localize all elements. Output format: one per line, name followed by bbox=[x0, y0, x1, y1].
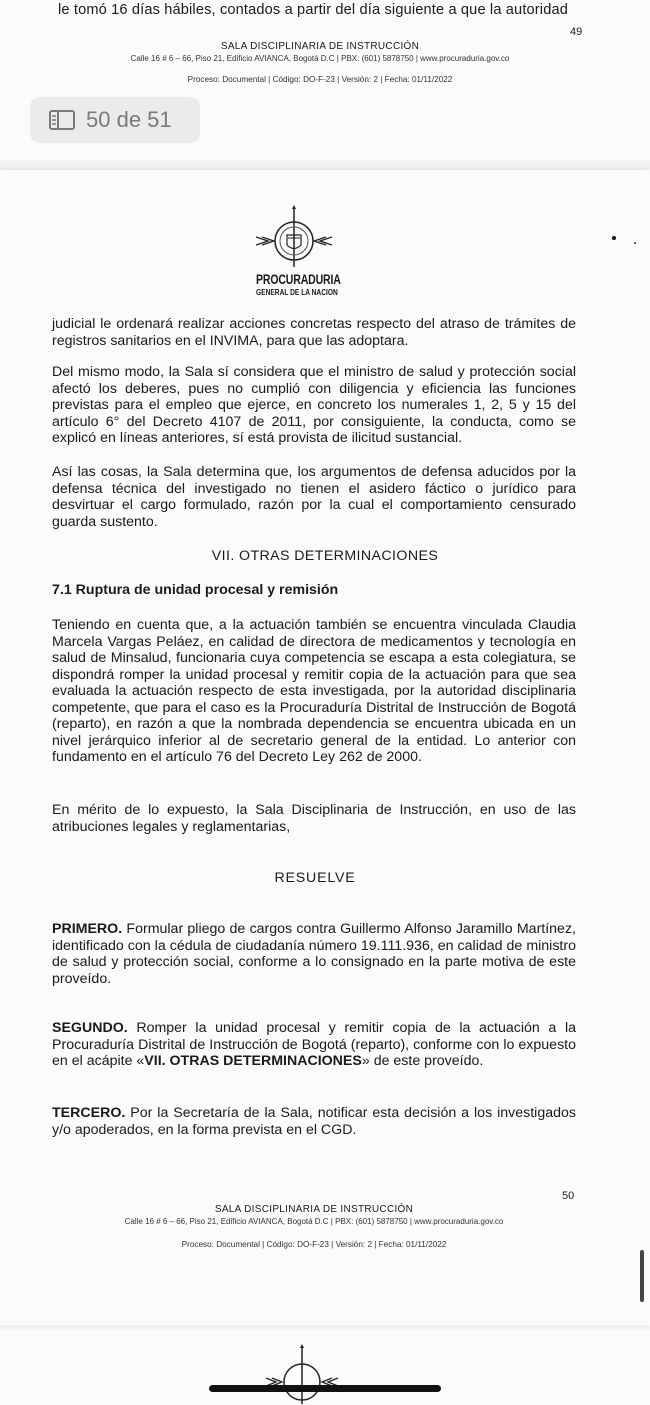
next-page-logo-icon bbox=[262, 1344, 342, 1404]
paragraph-1: judicial le ordenará realizar acciones concretas respecto del atraso de trámites de registros sanitarios en el INVIMA, para que las adoptara. bbox=[52, 316, 576, 349]
prev-page-number: 49 bbox=[570, 26, 583, 38]
procuraduria-logo bbox=[252, 205, 342, 307]
section-heading: VII. OTRAS DETERMINACIONES bbox=[211, 548, 439, 564]
tercero-label: TERCERO. bbox=[52, 1105, 126, 1121]
prev-footer-process: Proceso: Documental | Código: DO-F-23 | Versión: 2 | Fecha: 01/11/2022 bbox=[187, 75, 453, 84]
resolution-segundo bbox=[52, 1020, 576, 1070]
coat-of-arms-icon bbox=[252, 205, 342, 271]
logo-text-1: PROCURADURIA bbox=[256, 272, 341, 287]
segundo-text-a: Romper la unidad procesal y remitir copia de la actuación a la Procuraduría Distrital de Instrucción de Bogotá (reparto), conforme con lo expuesto en el acápite « bbox=[52, 1020, 576, 1069]
home-indicator[interactable] bbox=[209, 1385, 441, 1392]
sidebar-icon[interactable] bbox=[48, 109, 76, 131]
scan-dot-2 bbox=[634, 242, 636, 244]
primero-label: PRIMERO. bbox=[52, 921, 123, 937]
next-page bbox=[0, 1330, 650, 1405]
segundo-bold: VII. OTRAS DETERMINACIONES bbox=[144, 1053, 362, 1069]
segundo-label: SEGUNDO. bbox=[52, 1020, 128, 1036]
page-counter-label: 50 de 51 bbox=[86, 107, 172, 132]
subsection-heading: 7.1 Ruptura de unidad procesal y remisión bbox=[52, 582, 339, 598]
tercero-text: Por la Secretaría de la Sala, notificar esta decisión a los investigados y/o apoderados, en la forma prevista en el CGD. bbox=[52, 1105, 576, 1138]
prev-footer-address: Calle 16 # 6 – 66, Piso 21, Edificio AVIANCA, Bogotá D.C | PBX: (601) 5878750 | www.procuraduria.gov.co bbox=[130, 54, 510, 63]
footer-process: Proceso: Documental | Código: DO-F-23 | Versión: 2 | Fecha: 01/11/2022 bbox=[181, 1240, 447, 1249]
footer-address: Calle 16 # 6 – 66, Piso 21, Edificio AVIANCA, Bogotá D.C | PBX: (601) 5878750 | www.procuraduria.gov.co bbox=[124, 1217, 504, 1226]
prev-page-top-text: le tomó 16 días hábiles, contados a partir del día siguiente a que la autoridad bbox=[58, 2, 568, 18]
paragraph-3: Así las cosas, la Sala determina que, los argumentos de defensa aducidos por la defensa técnica del investigado no tienen el asidero fáctico o jurídico para desvirtuar el cargo formulado, razón por la cual el comportamiento censurado guarda sustento. bbox=[52, 464, 576, 530]
resuelve-heading: RESUELVE bbox=[274, 870, 356, 886]
current-page bbox=[0, 170, 650, 1325]
resolution-tercero bbox=[52, 1105, 576, 1138]
footer-title: SALA DISCIPLINARIA DE INSTRUCCIÓN bbox=[214, 1204, 414, 1215]
resolution-primero bbox=[52, 921, 576, 987]
scrollbar-thumb[interactable] bbox=[640, 1250, 644, 1302]
page-number: 50 bbox=[562, 1190, 575, 1202]
segundo-text-b: » de este proveído. bbox=[361, 1053, 484, 1069]
prev-footer-title: SALA DISCIPLINARIA DE INSTRUCCIÓN bbox=[220, 41, 420, 52]
paragraph-5: En mérito de lo expuesto, la Sala Disciplinaria de Instrucción, en uso de las atribuciones legales y reglamentarias, bbox=[52, 802, 576, 835]
primero-text: Formular pliego de cargos contra Guillermo Alfonso Jaramillo Martínez, identificado con la cédula de ciudadanía número 19.111.936, en calidad de ministro de salud y protección social, conforme a lo consignado en la parte motiva de este proveído. bbox=[52, 921, 576, 987]
scan-dots bbox=[612, 236, 616, 240]
page-counter-badge[interactable] bbox=[30, 97, 200, 143]
paragraph-2: Del mismo modo, la Sala sí considera que el ministro de salud y protección social afectó los deberes, pues no cumplió con diligencia y eficiencia las funciones previstas para el empleo que ejerce, en concreto los numerales 1, 2, 5 y 15 del artículo 6° del Decreto 4107 de 2011, por consiguiente, la conducta, como se explicó en líneas anteriores, sí está provista de ilicitud sustancial. bbox=[52, 364, 576, 446]
paragraph-4: Teniendo en cuenta que, a la actuación también se encuentra vinculada Claudia Marcela Vargas Peláez, en calidad de directora de medicamentos y tecnología en salud de Minsalud, funcionaria cuya competencia se escapa a esta colegiatura, se dispondrá romper la unidad procesal y remitir copia de la actuación para que sea evaluada la actuación respecto de esta investigada, por la autoridad disciplinaria competente, que para el caso es la Procuraduría Distrital de Instrucción de Bogotá (reparto), en razón a que la nombrada dependencia se encuentra ubicada en un nivel jerárquico inferior al de secretario general de la entidad. Lo anterior con fundamento en el artículo 76 del Decreto Ley 262 de 2000. bbox=[52, 617, 576, 765]
logo-text-2: GENERAL DE LA NACION bbox=[256, 287, 338, 297]
